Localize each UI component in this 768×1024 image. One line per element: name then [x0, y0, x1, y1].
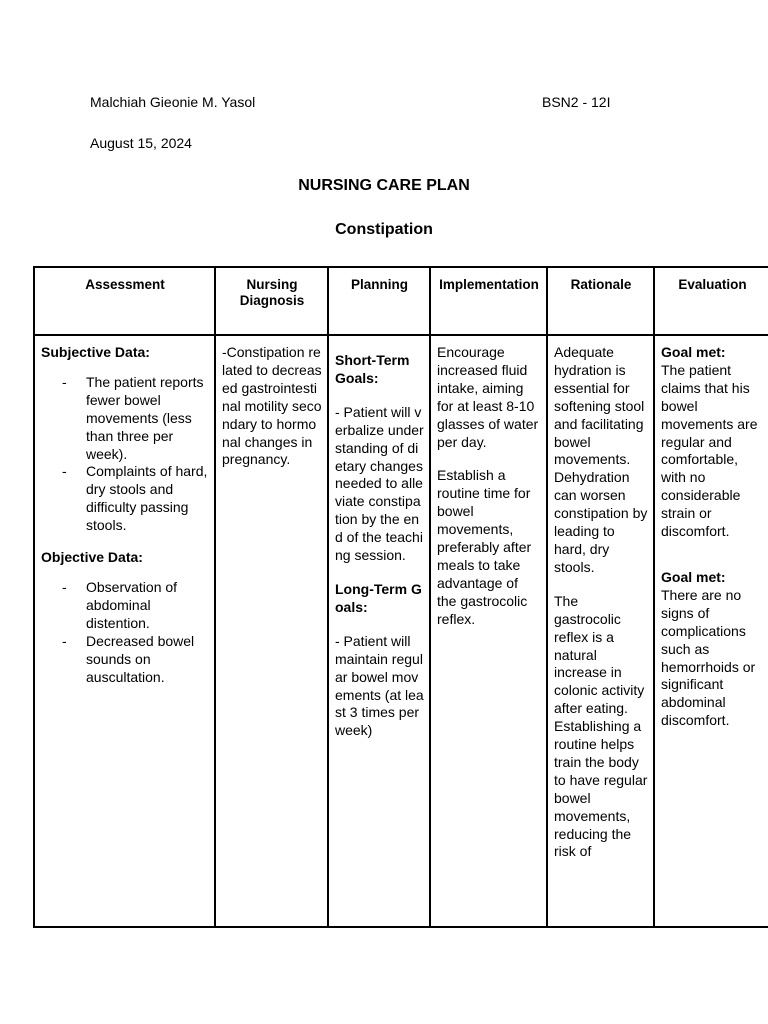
long-term-heading: Long-Term Goals:	[335, 580, 422, 615]
list-item: - Complaints of hard, dry stools and difficulty passing stools.	[41, 463, 209, 535]
table-row	[34, 335, 768, 927]
list-item: - Decreased bowel sounds on auscultation.	[41, 633, 209, 687]
assessment-cell	[34, 335, 215, 927]
objective-list	[41, 579, 209, 686]
planning-cell	[328, 335, 430, 927]
student-name: Malchiah Gieonie M. Yasol	[90, 94, 256, 110]
implementation-text: Establish a routine time for bowel movements, preferably after meals to take advantage of the gastrocolic reflex.	[437, 467, 532, 627]
column-header: Nursing Diagnosis	[215, 267, 328, 335]
implementation-text: Encourage increased fluid intake, aiming for at least 8-10 glasses of water per day.	[437, 344, 539, 450]
column-header: Planning	[328, 267, 430, 335]
list-item: - The patient reports fewer bowel movements (less than three per week).	[41, 374, 209, 464]
care-plan-table	[33, 266, 768, 928]
diagnosis-text: -Constipation related to decreased gastrointestinal motility secondary to hormonal changes in pregnancy.	[222, 344, 322, 468]
rationale-text: Adequate hydration is essential for softening stool and facilitating bowel movements. Dehydration can worsen constipation by leading to hard, dry stools.	[554, 344, 648, 575]
section-label: BSN2 - 12I	[542, 94, 611, 110]
column-header: Implementation	[430, 267, 547, 335]
evaluation-heading: Goal met:	[661, 344, 726, 360]
rationale-text: The gastrocolic reflex is a natural increase in colonic activity after eating. Establishing a routine helps train the body to have regular bowel movements, reducing the risk of	[554, 592, 648, 860]
evaluation-text: The patient claims that his bowel movements are regular and comfortable, with no considerable strain or discomfort.	[661, 361, 758, 540]
evaluation-heading: Goal met:	[661, 568, 726, 585]
column-header: Assessment	[34, 267, 215, 335]
document-subtitle: Constipation	[335, 221, 433, 238]
table-header-row	[34, 267, 768, 335]
column-header: Rationale	[547, 267, 654, 335]
column-header: Evaluation	[654, 267, 768, 335]
evaluation-cell	[654, 335, 768, 927]
list-item: - Observation of abdominal distention.	[41, 579, 209, 633]
short-term-heading: Short-Term Goals:	[335, 352, 410, 386]
subjective-list	[41, 374, 209, 535]
subjective-heading: Subjective Data:	[41, 344, 150, 360]
date-label: August 15, 2024	[90, 135, 192, 151]
evaluation-text: There are no signs of complications such as hemorrhoids or significant abdominal discomfort.	[661, 586, 756, 729]
short-term-text: - Patient will verbalize understanding of dietary changes needed to alleviate constipation by the end of the teaching session.	[335, 403, 424, 564]
rationale-cell	[547, 335, 654, 927]
document-title: NURSING CARE PLAN	[298, 177, 470, 194]
diagnosis-cell	[215, 335, 328, 927]
long-term-text: - Patient will maintain regular bowel movements (at least 3 times per week)	[335, 632, 424, 739]
objective-heading: Objective Data:	[41, 549, 143, 566]
implementation-cell	[430, 335, 547, 927]
